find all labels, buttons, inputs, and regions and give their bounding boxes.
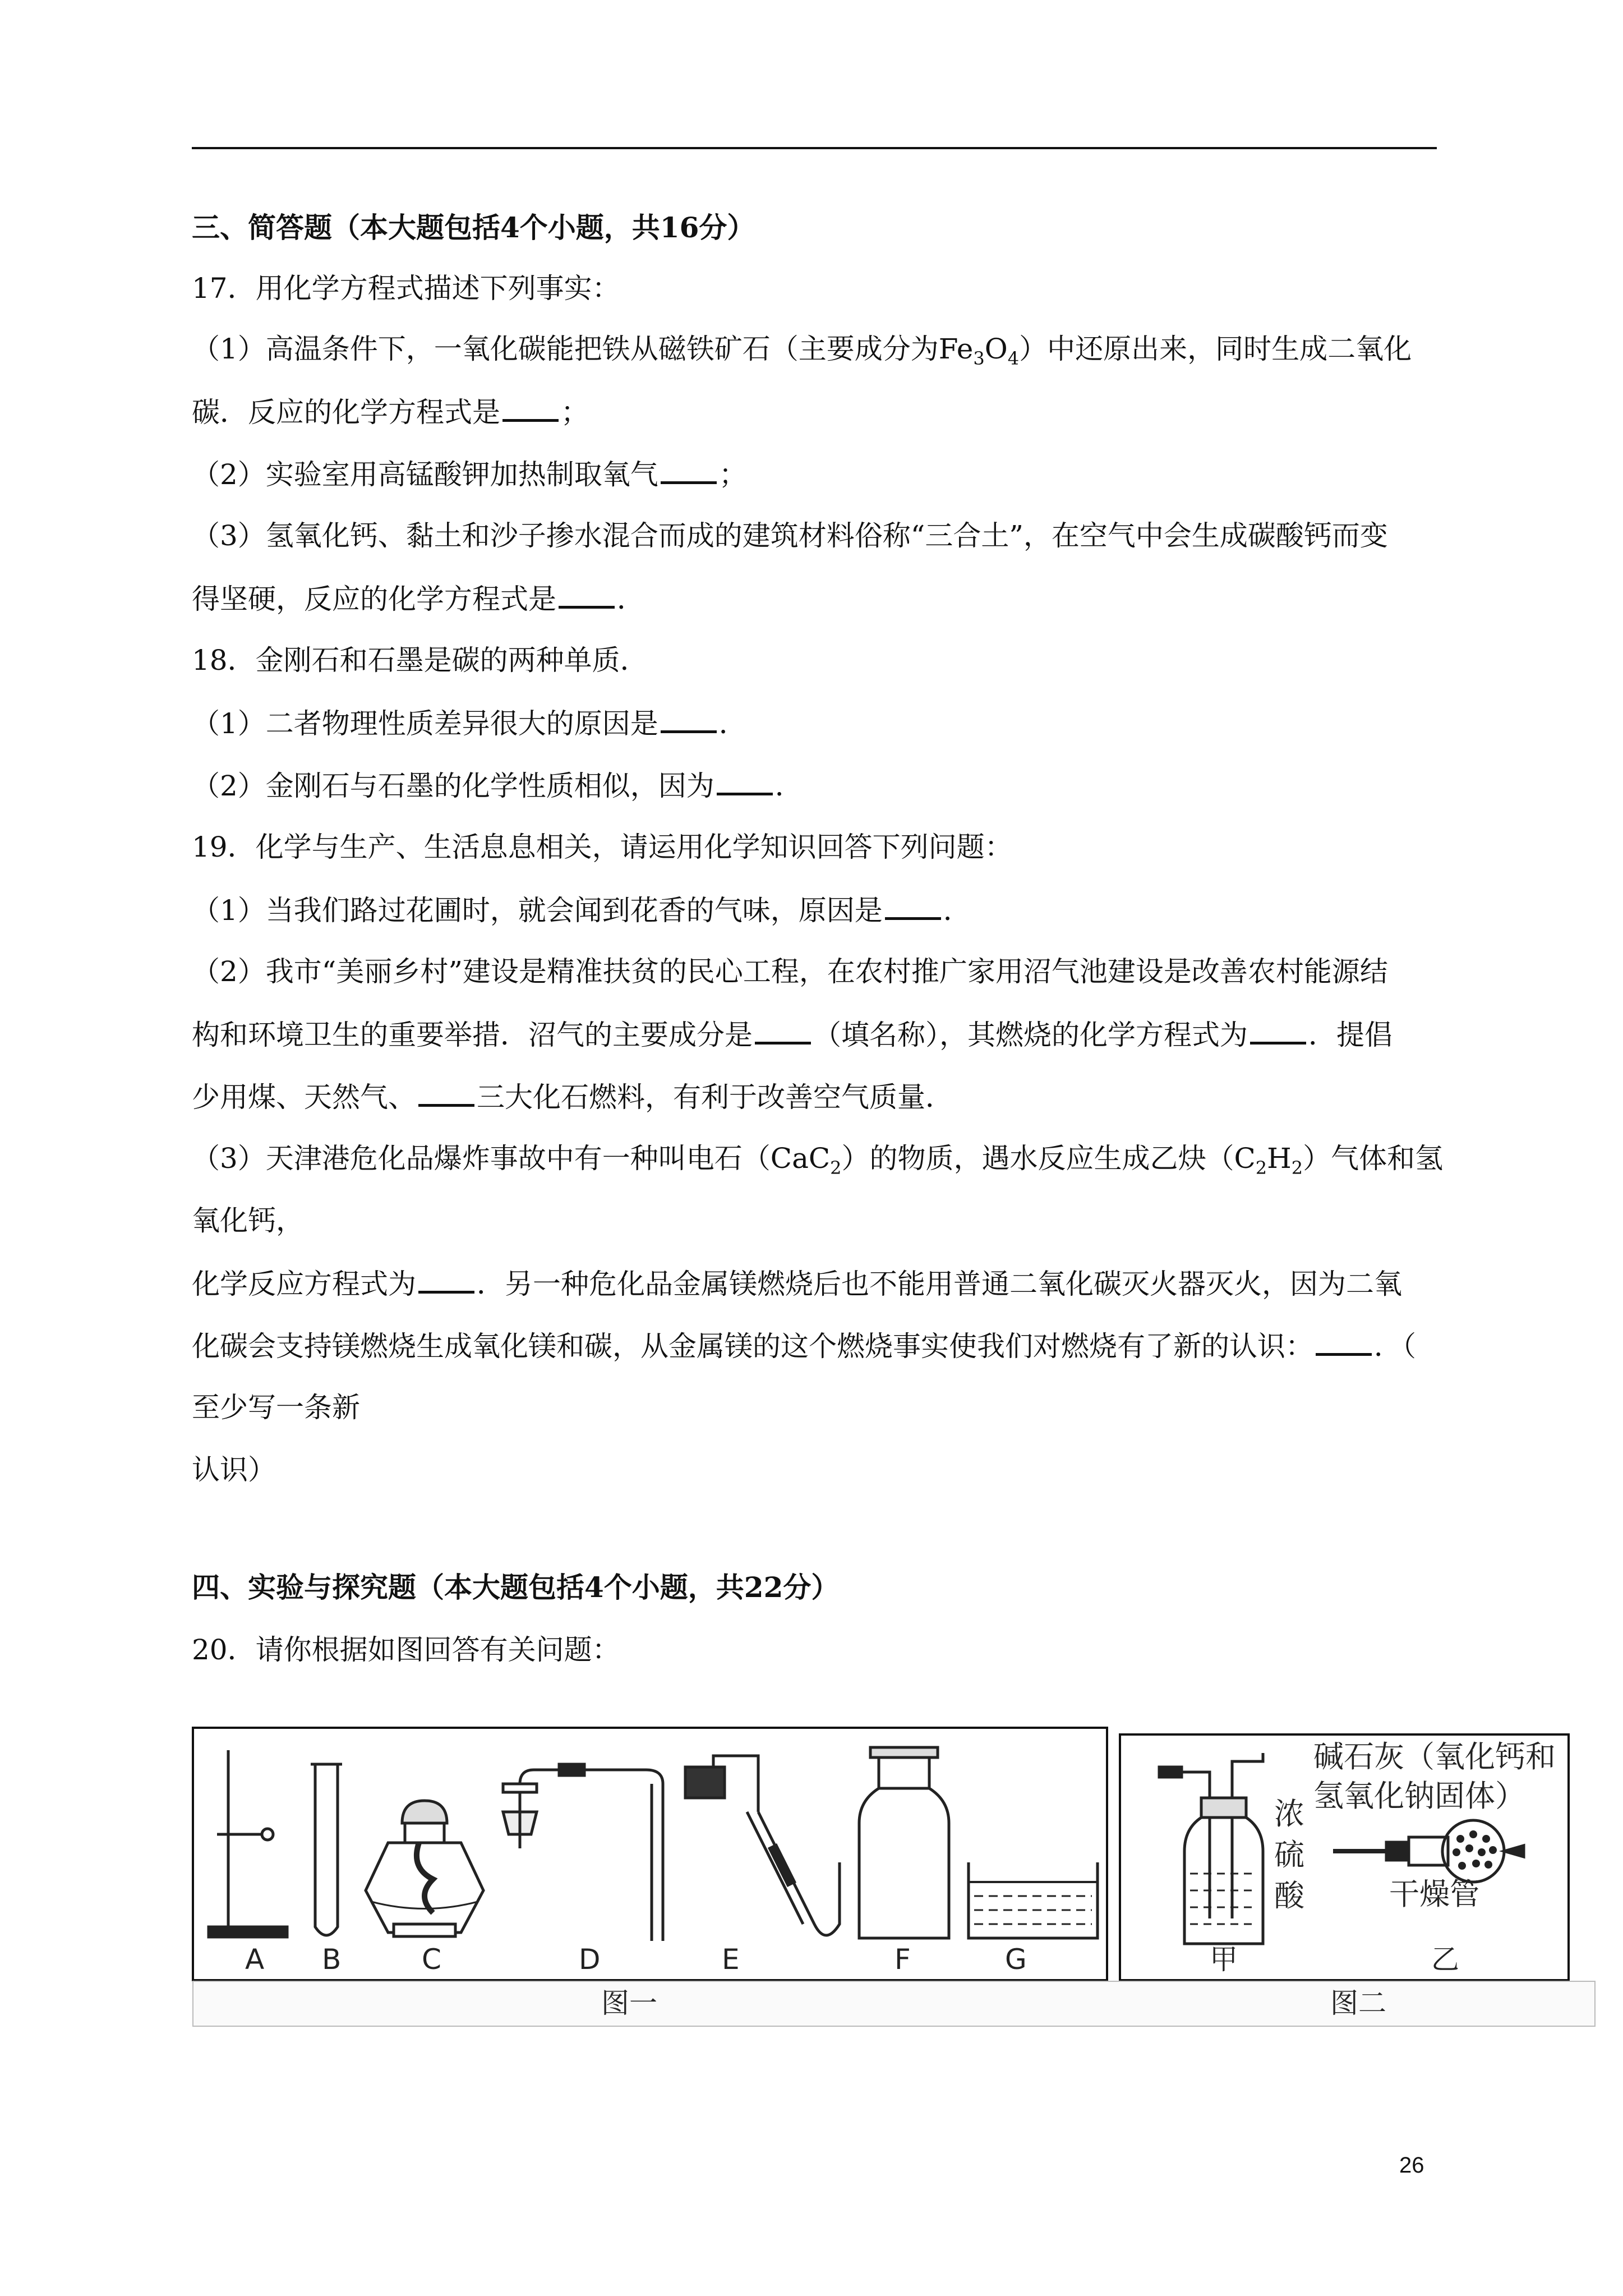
q19-part2-line2: 构和环境卫生的重要举措．沼气的主要成分是 （填名称），其燃烧的化学方程式为 ．提倡 — [192, 1017, 1454, 1052]
apparatus-figure — [192, 1722, 1599, 2036]
q20-stem: 20．请你根据如图回答有关问题： — [192, 1634, 620, 1666]
gas-washing-bottle-icon — [1159, 1753, 1263, 1944]
q19-part2-line3: 少用煤、天然气、 三大化石燃料，有利于改善空气质量． — [192, 1079, 1454, 1114]
iron-stand-icon — [209, 1750, 287, 1937]
q18-stem: 18．金刚石和石墨是碳的两种单质． — [192, 644, 648, 677]
sodalime-line2: 氢氧化钠固体） — [1313, 1778, 1525, 1814]
answer-blank[interactable] — [755, 1017, 811, 1045]
q19-part3-line5: 至少写一条新 — [192, 1391, 360, 1424]
label-jia: 甲 — [1210, 1943, 1238, 1976]
q17-part2: （2）实验室用高锰酸钾加热制取氧气 ； — [192, 457, 1454, 491]
answer-blank[interactable] — [661, 706, 717, 733]
q17-part3-line1: （3）氢氧化钙、黏土和沙子掺水混合而成的建筑材料俗称“三合土”，在空气中会生成碳酸钙而变 — [192, 519, 1388, 552]
sodalime-line1: 碱石灰（氧化钙和 — [1313, 1739, 1556, 1774]
label-d: D — [579, 1943, 601, 1976]
answer-blank[interactable] — [418, 1266, 474, 1294]
acid-char-1: 浓 — [1274, 1796, 1304, 1832]
label-g: G — [1005, 1943, 1027, 1976]
q19-part3-line3: 化学反应方程式为 ．另一种危化品金属镁燃烧后也不能用普通二氧化碳灭火器灭火，因为二氧 — [192, 1266, 1454, 1301]
q19-part3-line1: （3）天津港危化品爆炸事故中有一种叫电石（CaC$_2$）的物质，遇水反应生成乙炔$(C_2H_2)$气体和氢 — [192, 1142, 1444, 1179]
q17-part3-line2: 得坚硬，反应的化学方程式是 ． — [192, 581, 1454, 616]
label-c: C — [422, 1943, 441, 1976]
q19-part3-line2: 氧化钙， — [192, 1204, 304, 1237]
water-trough-icon — [969, 1862, 1098, 1938]
stopper-tube-icon — [503, 1764, 663, 1941]
acid-char-2: 硫 — [1274, 1837, 1304, 1872]
q17-part1-line2: 碳．反应的化学方程式是 ； — [192, 394, 1454, 429]
test-tube-icon — [311, 1764, 342, 1935]
q19-part2-line1: （2）我市“美丽乡村”建设是精准扶贫的民心工程，在农村推广家用沼气池建设是改善农村能源结 — [192, 955, 1388, 988]
page-number: 26 — [1399, 2153, 1424, 2178]
answer-blank[interactable] — [1250, 1017, 1306, 1045]
answer-blank[interactable] — [559, 581, 615, 609]
q19-part3-line6: 认识） — [192, 1453, 276, 1486]
figure2-caption: 图二 — [1330, 1987, 1386, 2019]
answer-blank[interactable] — [661, 457, 717, 484]
q19-stem: 19．化学与生产、生活息息相关，请运用化学知识回答下列问题： — [192, 831, 1013, 863]
answer-blank[interactable] — [1316, 1328, 1372, 1356]
drying-tube-label: 干燥管 — [1389, 1876, 1480, 1912]
apparatus-diagram — [192, 1722, 1599, 2036]
drying-tube-icon — [1333, 1820, 1524, 1882]
header-rule — [192, 147, 1437, 149]
label-a: A — [245, 1943, 265, 1976]
label-e: E — [722, 1943, 740, 1976]
label-f: F — [895, 1943, 911, 1976]
q18-part2: （2）金刚石与石墨的化学性质相似，因为 ． — [192, 768, 1454, 803]
label-b: B — [322, 1943, 342, 1976]
q17-part1-line1: （1）高温条件下，一氧化碳能把铁从磁铁矿石（主要成分为$Fe_3O_4$）中还原出来，同时生成二氧化 — [192, 333, 1412, 369]
q19-part1: （1）当我们路过花圃时，就会闻到花香的气味，原因是 ． — [192, 892, 1454, 927]
answer-blank[interactable] — [717, 768, 773, 795]
figure1-caption: 图一 — [601, 1987, 657, 2019]
q18-part1: （1）二者物理性质差异很大的原因是 ． — [192, 706, 1454, 740]
answer-blank[interactable] — [418, 1079, 474, 1107]
label-yi: 乙 — [1431, 1943, 1459, 1976]
q17-stem: 17．用化学方程式描述下列事实： — [192, 272, 620, 305]
answer-blank[interactable] — [502, 394, 559, 422]
answer-blank[interactable] — [885, 892, 941, 920]
gas-bottle-icon — [859, 1747, 949, 1938]
stopper-rubber-tube-icon — [685, 1756, 840, 1935]
section3-heading: 三、简答题（本大题包括4个小题，共16分） — [192, 211, 755, 244]
q19-part3-line4: 化碳会支持镁燃烧生成氧化镁和碳，从金属镁的这个燃烧事实使我们对燃烧有了新的认识： ．（ — [192, 1328, 1454, 1363]
alcohol-lamp-icon — [366, 1801, 483, 1936]
section4-heading: 四、实验与探究题（本大题包括4个小题，共22分） — [192, 1571, 840, 1604]
acid-char-3: 酸 — [1274, 1878, 1304, 1913]
